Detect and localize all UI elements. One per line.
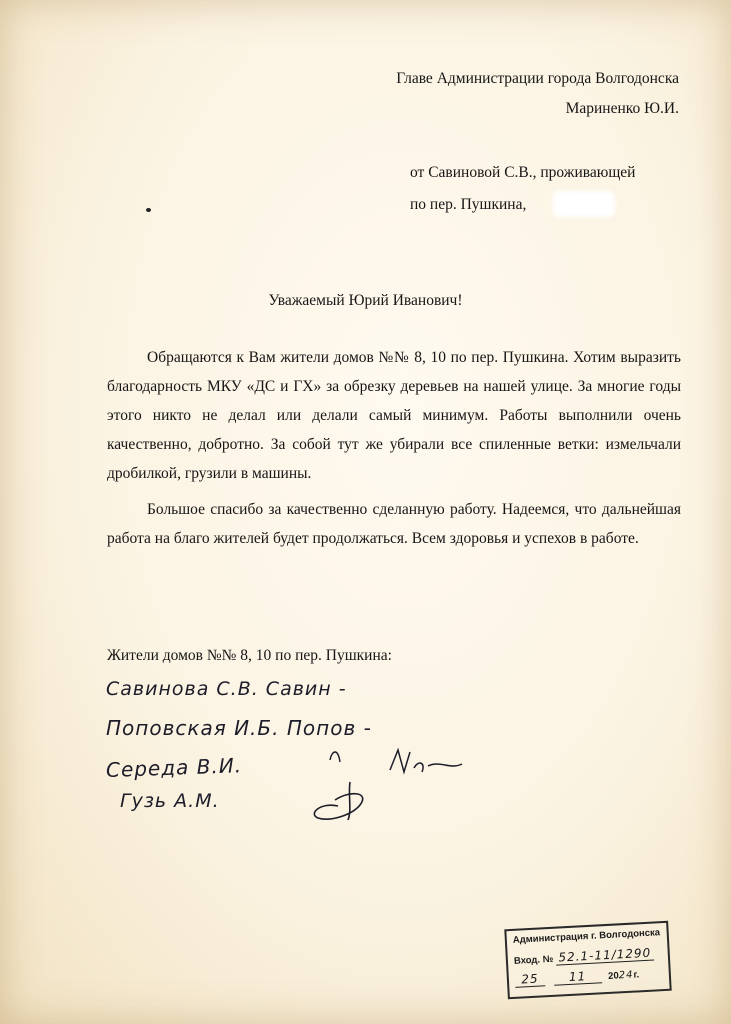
stamp-title: Администрация г. Волгодонска	[512, 927, 661, 946]
ink-speck	[146, 208, 151, 212]
signatures-heading: Жители домов №№ 8, 10 по пер. Пушкина:	[107, 647, 392, 664]
stamp-date-row	[515, 966, 640, 987]
redacted-address	[556, 194, 612, 214]
handwritten-signature-2: Поповская И.Б. Попов -	[106, 716, 372, 740]
sender-line-2: по пер. Пушкина,	[410, 196, 527, 213]
stamp-date-day: 25	[520, 971, 539, 987]
stamp-year-suffix: 24	[618, 969, 634, 982]
stamp-entry-row	[514, 946, 655, 968]
handwritten-signature-4: Гузь А.М.	[120, 790, 220, 812]
sender-line-1: от Савиновой С.В., проживающей	[410, 164, 636, 181]
recipient-line-1: Главе Администрации города Волгодонска	[396, 70, 679, 87]
stamp-date-month: 11	[568, 969, 587, 985]
stamp-year-prefix: 20	[607, 970, 620, 982]
body-paragraph-1-text: Обращаются к Вам жители домов №№ 8, 10 по пер. Пушкина. Хотим выразить благодарность МКУ «ДС и ГХ» за обрезку деревьев на нашей улице. За многие годы этого никто не делал или делали самый минимум. Работы выполнили очень качественно, добротно. За собой тут же убирали все спиленные ветки: измельчали дробилкой, грузили в машины.	[107, 349, 681, 482]
handwritten-signature-3: Середа В.И.	[105, 753, 243, 782]
body-paragraph-2-text: Большое спасибо за качественно сделанную работу. Надеемся, что дальнейшая работа на благо жителей будет продолжаться. Всем здоровья и успехов в работе.	[107, 501, 681, 547]
body-paragraph-2	[107, 495, 681, 553]
registration-stamp	[504, 921, 671, 999]
signature-scribbles	[290, 740, 480, 840]
recipient-line-2: Мариненко Ю.И.	[565, 100, 679, 117]
salutation: Уважаемый Юрий Иванович!	[268, 292, 463, 309]
handwritten-signature-1: Савинова С.В. Савин -	[106, 678, 347, 700]
stamp-entry-label: Вход. №	[513, 953, 554, 967]
stamp-entry-number: 52.1-11/1290	[558, 945, 652, 965]
stamp-year-label: г.	[633, 969, 640, 981]
body-paragraph-1	[107, 343, 681, 488]
